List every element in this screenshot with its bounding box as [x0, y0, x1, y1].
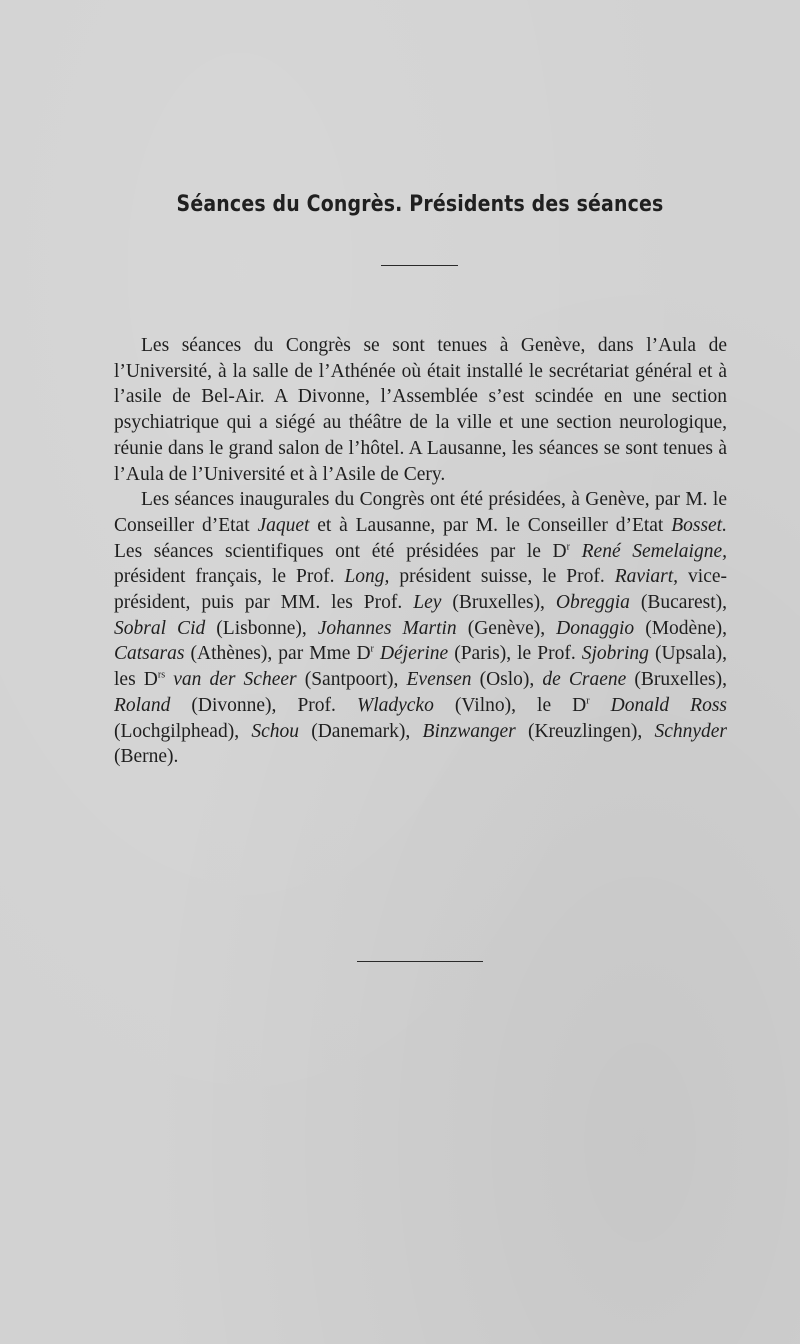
text-run: (Lochgilphead),	[114, 720, 252, 742]
page-title: Séances du Congrès. Présidents des séances	[176, 192, 664, 217]
text-run	[590, 695, 611, 716]
person-name: Johannes Martin	[317, 617, 457, 639]
person-name: Wladycko	[356, 694, 434, 716]
text-run: vice-président, puis par MM. les Prof.	[114, 566, 727, 614]
person-name: Binzwanger	[422, 720, 516, 742]
body-text	[114, 333, 727, 770]
text-run: (Modène),	[634, 617, 727, 639]
person-name: Catsaras	[114, 643, 185, 665]
text-run: et à Lausanne, par M. le Conseiller d’Etat	[309, 514, 672, 536]
text-run: (Berne).	[114, 746, 179, 768]
text-run: Les séances inaugurales du Congrès ont été présidées, à Genève, par M. le Conseiller d’Etat	[114, 489, 727, 536]
person-name: Sjobring	[581, 643, 649, 665]
person-name: Sobral Cid	[114, 617, 206, 639]
person-name: Jaquet	[257, 514, 310, 536]
text-run: président suisse, le Prof.	[389, 566, 615, 588]
text-run: (Genève),	[456, 617, 557, 639]
person-name: Déjerine	[379, 643, 449, 665]
person-name: Schou	[251, 720, 299, 742]
person-name: Long,	[344, 566, 390, 588]
person-name: van der Scheer	[173, 669, 297, 691]
text-run: (Paris), le Prof.	[448, 643, 582, 665]
text-run	[570, 541, 582, 562]
title-superscript: r	[586, 695, 590, 707]
person-name: Obreggia	[555, 592, 630, 614]
person-name: Schnyder	[654, 720, 728, 742]
person-name: Raviart,	[614, 566, 679, 588]
person-name: René Semelaigne,	[581, 540, 727, 562]
title-superscript: r	[370, 643, 374, 655]
text-run: (Santpoort),	[296, 669, 407, 691]
text-run: président français, le Prof.	[114, 566, 345, 588]
person-name: Donald Ross	[610, 694, 728, 716]
person-name: Roland	[114, 694, 171, 716]
text-run: (Oslo),	[471, 669, 543, 691]
text-run: (Kreuzlingen),	[515, 720, 655, 742]
title-superscript: r	[566, 541, 570, 553]
text-run: (Vilno), le D	[433, 694, 587, 716]
text-run: (Bucarest),	[629, 592, 727, 614]
person-name: Bosset.	[671, 514, 727, 536]
end-divider	[357, 961, 483, 962]
text-run: (Danemark),	[298, 720, 423, 742]
text-run: (Athènes), par Mme D	[184, 643, 371, 665]
paragraph-venues: Les séances du Congrès se sont tenues à Genève, dans l’Aula de l’Université, à la salle de l’Athénée où était installé le secrétariat général et à l’asile de Bel-Air. A Divonne, l’Assemblée s’est scindée en une section psychiatrique qui a siégé au théâtre de la ville et une section neurologique, réunie dans le grand salon de l’hôtel. A Lausanne, les séances se sont tenues à l’Aula de l’Université et à l’Asile de Cery.	[114, 335, 727, 485]
text-run: (Bruxelles),	[441, 592, 556, 614]
person-name: Evensen	[406, 669, 472, 691]
title-superscript: rs	[157, 669, 166, 681]
text-run: (Divonne), Prof.	[170, 694, 357, 716]
person-name: Ley	[413, 592, 442, 614]
text-run: Les séances scientifiques ont été présidées par le D	[114, 540, 567, 562]
person-name: Donaggio	[556, 617, 635, 639]
person-name: de Craene	[542, 669, 627, 691]
text-run: (Bruxelles),	[626, 669, 728, 691]
title-divider	[381, 265, 458, 266]
paragraph-presidents	[114, 487, 727, 770]
text-run: (Upsala), les D	[114, 643, 727, 691]
text-run	[165, 669, 173, 690]
text-run: (Lisbonne),	[205, 617, 318, 639]
